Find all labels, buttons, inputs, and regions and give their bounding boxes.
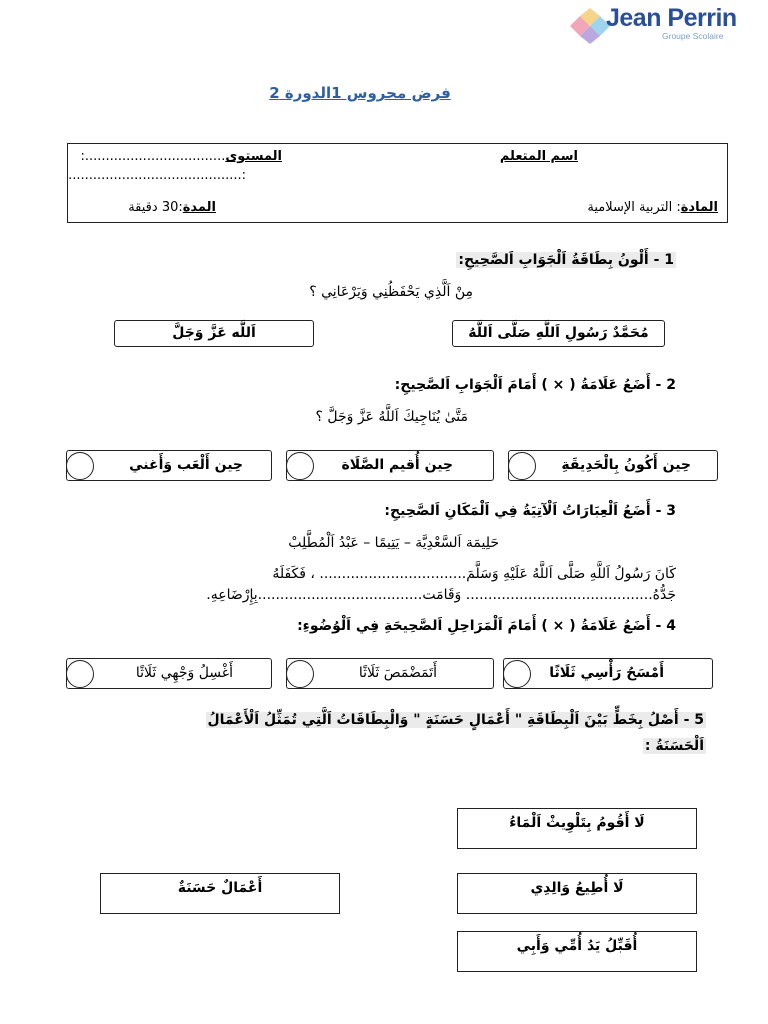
q3-word-bank: حَلِيمَة اَلسَّعْدِيَّة – يَتِيمًا – عَبْدُ اَلْمُطَّلِبْ: [288, 535, 499, 551]
q4-option-3[interactable]: أَغْسِلُ وَجْهِي ثَلَاثًا: [66, 658, 272, 689]
level-label: المستوى: [225, 149, 282, 164]
q2-option-1[interactable]: حِين أَكُونُ بِالْحَدِيقَةِ: [508, 450, 718, 481]
level-row: [80, 149, 282, 164]
q2-option-1-checkbox[interactable]: [508, 452, 536, 480]
level-dots-line2: :..........................................: [68, 168, 246, 183]
q5-right-card-3[interactable]: أُقَبِّلُ يَدُ أُمِّي وَأَبِي: [457, 931, 697, 972]
subject-label: المادة: [680, 200, 718, 215]
q2-option-2-checkbox[interactable]: [286, 452, 314, 480]
q1-option-1[interactable]: مُحَمَّدٌ رَسُولِ اَللَّهِ صَلَّى اَللَّهُ: [452, 320, 665, 347]
q1-question: مِنْ اَلَّذِي يَحْفَظُنِي وَيَرْعَانِي ؟: [309, 284, 473, 300]
q5-right-card-1[interactable]: لَا أَقُومُ بِتَلْوِيثْ اَلْمَاءُ: [457, 808, 697, 849]
q4-option-1[interactable]: أَمْسَحُ رَأْسِي ثَلَاثًا: [503, 658, 713, 689]
q3-title: 3 - أَضَعُ اَلْعِبَارَاتُ اَلْآتِيَةُ فِي اَلْمَكَانِ اَلصَّحِيحِ:: [384, 503, 676, 519]
logo-subtitle: Groupe Scolaire: [662, 31, 724, 41]
q2-question: مَتَّىٰ يُنَاجِيكَ اَللَّهُ عَزَّ وَجَلَّ ؟: [315, 409, 468, 425]
q1-title: 1 - أَلْونُ بِطَاقَةُ اَلْجَوَابِ اَلصَّحِيحِ:: [458, 252, 674, 268]
logo-name: Jean Perrin: [606, 4, 737, 32]
q1-option-2[interactable]: اَللَّه عَزَّ وَجَلَّ: [114, 320, 314, 347]
q5-left-card[interactable]: أَعْمَالٌ حَسَنَةٌ: [100, 873, 340, 914]
q2-option-2[interactable]: حِين أُقيم الصَّلَاة: [286, 450, 494, 481]
q5-title-line1: 5 - أَصْلُ بِخَطٍّ بَيْنَ اَلْبِطَاقَةِ " أَعْمَالٍ حَسَنَةٍ " وَالْبِطَاقَاتُ اَلَّتِي تُمَثِّلُ اَلْأَعْمَالُ: [207, 712, 704, 728]
q4-title: 4 - أَضَعُ عَلَامَةُ ( × ) أَمَامَ اَلْمَرَاحِلِ اَلصَّحِيحَةِ فِي اَلْوُضُوءِ:: [297, 618, 676, 634]
duration-value: :30 دقيقة: [128, 200, 183, 215]
q2-title: 2 - أَضَعُ عَلَامَةُ ( × ) أَمَامَ اَلْجَوَابِ اَلصَّحِيحِ:: [394, 377, 676, 393]
duration-label: المدة: [182, 200, 216, 215]
q2-option-3[interactable]: حِين أَلْعَب وَأَغني: [66, 450, 272, 481]
student-name-label: اسم المتعلم: [499, 149, 578, 164]
page-title: فرض محروس 1الدورة 2: [269, 84, 451, 102]
q5-right-card-2[interactable]: لَا أُطِيعُ وَالِدِي: [457, 873, 697, 914]
q3-sentence-line2: جَدُّهُ.......................................... وَقَامَت.....................................بِإِرْضَاعِهِ.: [206, 587, 676, 603]
level-dots: ..................................:: [80, 149, 226, 164]
subject-value: : التربية الإسلامية: [587, 200, 681, 215]
q4-option-3-checkbox[interactable]: [66, 660, 94, 688]
q5-title-line2: اَلْحَسَنَةُ :: [644, 738, 704, 754]
subject-row: [587, 200, 718, 215]
q4-option-2-checkbox[interactable]: [286, 660, 314, 688]
duration-row: [128, 200, 216, 215]
q4-option-2[interactable]: أَتَمَضْمَصَ ثَلَاثًا: [286, 658, 494, 689]
q2-option-3-checkbox[interactable]: [66, 452, 94, 480]
q3-sentence-line1: كَانَ رَسُولُ اَللَّهِ صَلَّى اَللَّهُ عَلَيْهِ وَسَلَّمَ................................. ، فَكَفَلَهُ: [272, 566, 676, 582]
q4-option-1-checkbox[interactable]: [503, 660, 531, 688]
